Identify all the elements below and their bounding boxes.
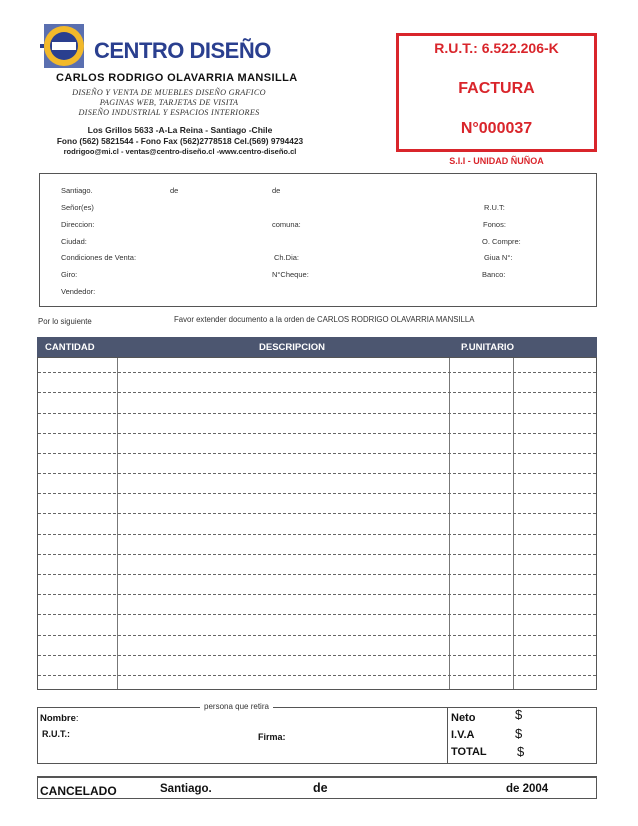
table-row — [38, 614, 596, 615]
field-de-2: de — [272, 186, 281, 195]
persona-que-retira: persona que retira — [200, 702, 273, 711]
field-guia: Giua N°: — [484, 253, 513, 262]
items-table-body — [37, 357, 597, 690]
field-de-1: de — [170, 186, 179, 195]
totals-divider — [447, 707, 448, 764]
label-nombre — [40, 713, 79, 724]
header-descripcion: DESCRIPCION — [259, 342, 325, 353]
column-divider — [449, 358, 450, 689]
label-total: TOTAL — [451, 746, 487, 758]
company-emails: rodrigoo@mi.cl - ventas@centro-diseño.cl -www.centro-diseño.cl — [63, 147, 297, 156]
company-address: Los Grillos 5633 -A-La Reina - Santiago -Chile — [87, 125, 273, 135]
table-row — [38, 433, 596, 434]
field-senores: Señor(es) — [61, 203, 94, 212]
table-row — [38, 655, 596, 656]
field-ch-dia: Ch.Dia: — [274, 253, 300, 262]
column-divider — [117, 358, 118, 689]
label-cancelado: CANCELADO — [40, 784, 117, 798]
tagline-line-1: DISEÑO Y VENTA DE MUEBLES DISEÑO GRAFICO — [72, 88, 266, 97]
field-ciudad: Ciudad: — [61, 237, 87, 246]
invoice-doc-type: FACTURA — [458, 80, 535, 97]
table-row — [38, 534, 596, 535]
column-divider — [513, 358, 514, 689]
field-direccion: Direccion: — [61, 220, 95, 229]
label-firma: Firma: — [258, 732, 286, 742]
invoice-sii-unit: S.I.I - UNIDAD ÑUÑOA — [449, 156, 544, 166]
table-row — [38, 493, 596, 494]
company-owner: CARLOS RODRIGO OLAVARRIA MANSILLA — [56, 72, 298, 84]
table-row — [38, 413, 596, 414]
field-n-cheque: N°Cheque: — [272, 270, 309, 279]
company-logo-icon — [40, 22, 96, 72]
order-note-right: Favor extender documento a la orden de CARLOS RODRIGO OLAVARRIA MANSILLA — [174, 315, 475, 324]
currency-total: $ — [517, 744, 525, 759]
header-p-unitario: P.UNITARIO — [461, 342, 514, 353]
label-rut: R.U.T.: — [42, 729, 70, 739]
cancel-year: de 2004 — [506, 783, 549, 795]
field-vendedor: Vendedor: — [61, 287, 96, 296]
table-row — [38, 594, 596, 595]
field-giro: Giro: — [61, 270, 78, 279]
company-phones: Fono (562) 5821544 - Fono Fax (562)2778518 Cel.(569) 9794423 — [56, 136, 304, 146]
tagline-line-2: PAGINAS WEB, TARJETAS DE VISITA — [99, 98, 239, 107]
table-row — [38, 473, 596, 474]
table-row — [38, 513, 596, 514]
items-table-header — [37, 337, 597, 357]
order-note-left: Por lo siguiente — [38, 317, 92, 326]
signature-box — [37, 707, 597, 764]
label-nombre-text: Nombre — [40, 713, 76, 724]
invoice-number: N°000037 — [460, 120, 533, 137]
cancel-santiago: Santiago. — [160, 783, 212, 795]
tagline-line-3: DISEÑO INDUSTRIAL Y ESPACIOS INTERIORES — [78, 108, 260, 117]
currency-neto: $ — [515, 707, 523, 722]
label-iva: I.V.A — [451, 729, 475, 741]
field-condiciones-venta: Condiciones de Venta: — [61, 253, 137, 262]
field-fonos: Fonos: — [483, 220, 506, 229]
field-banco: Banco: — [482, 270, 506, 279]
invoice-rut: R.U.T.: 6.522.206-K — [434, 40, 559, 56]
table-row — [38, 574, 596, 575]
field-comuna: comuna: — [272, 220, 301, 229]
table-row — [38, 635, 596, 636]
cancel-de: de — [313, 781, 328, 795]
field-rut: R.U.T: — [484, 203, 505, 212]
table-row — [38, 675, 596, 676]
currency-iva: $ — [515, 726, 523, 741]
header-cantidad: CANTIDAD — [45, 342, 95, 353]
table-row — [38, 554, 596, 555]
label-nombre-colon: : — [75, 713, 79, 724]
company-name: CENTRO DISEÑO — [94, 38, 271, 63]
field-santiago: Santiago. — [61, 186, 93, 195]
table-row — [38, 392, 596, 393]
field-orden-compra: O. Compre: — [482, 237, 521, 246]
label-neto: Neto — [451, 712, 476, 724]
table-row — [38, 372, 596, 373]
table-row — [38, 453, 596, 454]
